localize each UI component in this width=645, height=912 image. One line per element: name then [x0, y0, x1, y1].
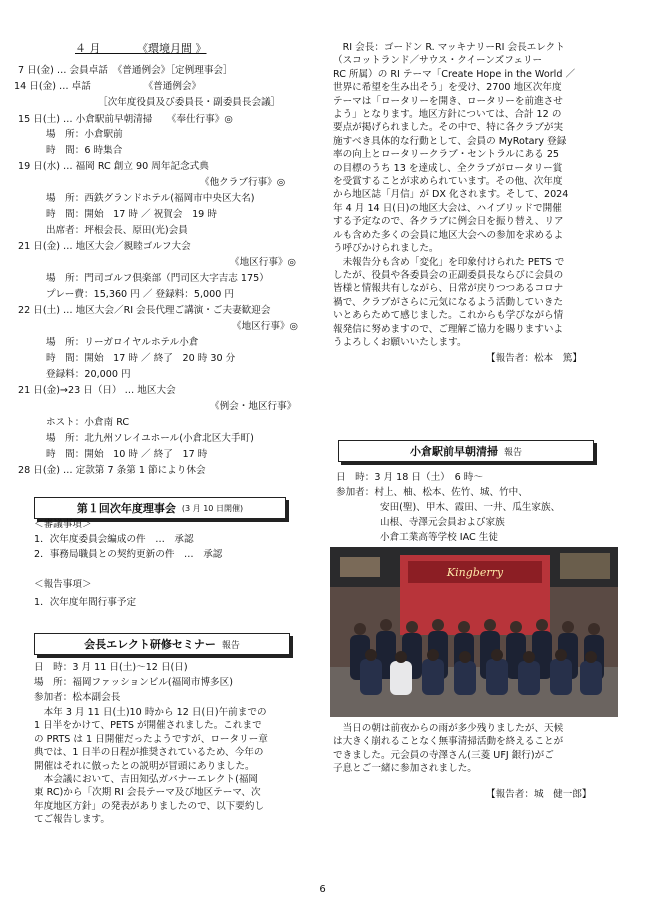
- board-meeting-heading: [34, 497, 286, 519]
- cleanup-attendees-cont: 山根、寺澤元会員および家族: [380, 517, 505, 528]
- cleanup-attendees: 参加者：村上、柚、松本、佐竹、城、竹中、: [336, 487, 528, 498]
- paragraph-line: は大きく崩れることなく無事清掃活動を終えることが: [333, 736, 564, 748]
- schedule-line: プレー費：15,360 円 ／ 登録料：5,000 円: [46, 289, 234, 300]
- paragraph-line: 当日の朝は前夜からの雨が多少残りましたが、天候: [333, 723, 564, 734]
- seminar-place: 場 所：福岡ファッションビル(福岡市博多区): [34, 677, 233, 688]
- schedule-line: 21 日(金)→23 日（日） … 地区大会: [18, 385, 176, 396]
- paragraph-line: （スコットランド／サウス・クイーンズフェリー: [333, 55, 543, 67]
- schedule-line: 21 日(金) … 地区大会／親睦ゴルフ大会: [18, 241, 191, 252]
- paragraph-line: う呼びかけられました。: [333, 243, 439, 255]
- paragraph-line: を受賞することが求められています。その他、次年度: [333, 176, 563, 188]
- schedule-line: 時 間：開始 10 時 ／ 終了 17 時: [46, 449, 208, 460]
- paragraph-line: の目標のうち 13 を達成し、全クラブがロータリー賞: [333, 162, 563, 174]
- paragraph-line: ルも含めた多くの会員に地区大会への参加を求めるよ: [333, 229, 564, 241]
- paragraph-line: 本会議において、吉田知弘ガバナーエレクト(福岡: [34, 774, 259, 786]
- cleanup-heading: [338, 440, 594, 462]
- paragraph-line: テーマは「ロータリーを開き、ロータリーを前進させ: [333, 95, 563, 107]
- board-date-note: (3 月 10 日開催): [181, 503, 244, 513]
- paragraph-line: RI 会長：ゴードン R. マッキナリーRI 会長エレクト: [333, 42, 565, 53]
- seminar-body-left: [34, 706, 314, 827]
- board-title: 第１回次年度理事会: [76, 502, 176, 515]
- seminar-date: 日 時：3 月 11 日(土)～12 日(日): [34, 662, 188, 673]
- schedule-line: 場 所：門司ゴルフ倶楽部（門司区大字吉志 175）: [46, 273, 269, 284]
- seminar-tag: 報告: [221, 640, 240, 651]
- schedule-line: 《地区行事》◎: [230, 257, 296, 268]
- group-photo: [330, 547, 618, 717]
- paragraph-line: の PRTS は 1 日開催だったようですが、ロータリー章: [34, 733, 268, 745]
- cleanup-body: [333, 722, 618, 776]
- schedule-line: 《他クラブ行事》◎: [200, 177, 286, 188]
- schedule-line: 19 日(水) … 福岡 RC 創立 90 周年記念式典: [18, 161, 209, 172]
- schedule-line: 時 間：6 時集合: [46, 145, 123, 156]
- schedule-line: 場 所：リーガロイヤルホテル小倉: [46, 337, 199, 348]
- paragraph-line: 要点が掲げられました。その中で、特に各クラブが実: [333, 122, 564, 134]
- report-item: 1．次年度年間行事予定: [34, 597, 137, 608]
- schedule-line: 時 間：開始 17 時 ／ 終了 20 時 30 分: [46, 353, 236, 364]
- cleanup-date: 日 時：3 月 18 日（土） 6 時～: [336, 472, 483, 483]
- schedule-line: 場 所：西鉄グランドホテル(福岡市中央区大名): [46, 193, 255, 204]
- paragraph-line: 年 4 月 14 日(日)の地区大会は、ハイブリッドで開催: [333, 202, 562, 214]
- cleanup-attendees-cont: 小倉工業高等学校 IAC 生徒: [380, 532, 498, 543]
- paragraph-line: 報発信に努めますので、ご理解ご協力を賜りますいよ: [333, 323, 564, 335]
- schedule-line: 出席者：坪根会長、原田(光)会員: [46, 225, 188, 236]
- paragraph-line: 皆様と情報共有しながら、日常が戻りつつあるコロナ: [333, 283, 564, 295]
- paragraph-line: 開催はそれに倣ったとの説明が冒頭にありました。: [34, 760, 255, 772]
- paragraph-line: 禍で、クラブがさらに元気になるよう活動していきた: [333, 296, 564, 308]
- seminar-title: 会長エレクト研修セミナー: [84, 638, 216, 651]
- paragraph-line: てご報告します。: [34, 814, 110, 826]
- page-number: 6: [319, 884, 326, 895]
- paragraph-line: できました。元会員の寺澤さん(三菱 UFJ 銀行)がご: [333, 749, 554, 761]
- paragraph-line: から地区誌「月信」が DX 化されます。そして、2024: [333, 189, 569, 201]
- schedule-line: 15 日(土) … 小倉駅前早朝清掃 《奉仕行事》◎: [18, 114, 233, 125]
- seminar-body-right: [333, 41, 618, 349]
- paragraph-line: 典では、1 日半の日程が推奨されているため、今年の: [34, 747, 264, 759]
- photo-sign-text: Kingberry: [446, 566, 504, 579]
- paragraph-line: RC 所属）の RI テーマ「Create Hope in the World ／: [333, 68, 576, 80]
- paragraph-line: いとあらためて感じました。これからも学びながら情: [333, 310, 564, 322]
- paragraph-line: 1 日半をかけて、PETS が開催されました。これまで: [34, 720, 262, 732]
- schedule-line: ［次年度役員及び委員長・副委員長会議］: [98, 97, 281, 108]
- agenda-header: ＜審議事項＞: [34, 519, 92, 530]
- paragraph-line: する予定なので、各クラブに例会日を振り替え、リア: [333, 216, 564, 228]
- paragraph-line: 本年 3 月 11 日(土)10 時から 12 日(日)午前までの: [34, 707, 267, 718]
- seminar-heading: [34, 633, 290, 655]
- schedule-line: 22 日(土) … 地区大会／RI 会長代理ご講演・ご夫妻歓迎会: [18, 305, 271, 316]
- agenda-item: 1．次年度委員会編成の件 … 承認: [34, 534, 194, 545]
- schedule-line: 《例会・地区行事》: [210, 401, 297, 412]
- paragraph-line: したが、役員や各委員会の正副委員長ならびに会員の: [333, 269, 564, 281]
- cleanup-reporter: 【報告者：城 健一郎】: [486, 789, 592, 800]
- paragraph-line: 未報告分も含め「変化」を印象付けられた PETS で: [333, 256, 565, 268]
- paragraph-line: 施すべき具体的な行動として、会員の MyRotary 登録: [333, 135, 567, 147]
- paragraph-line: 世界に希望を生み出そう」を受け、2700 地区次年度: [333, 82, 562, 94]
- cleanup-title: 小倉駅前早朝清掃: [409, 445, 498, 458]
- report-header: ＜報告事項＞: [34, 579, 92, 590]
- schedule-line: 7 日(金) … 会員卓話 《普通例会》［定例理事会］: [18, 65, 233, 76]
- paragraph-line: 東 RC)から「次期 RI 会長テーマ及び地区テーマ、次: [34, 787, 261, 799]
- schedule-line: ホスト：小倉南 RC: [46, 417, 130, 428]
- schedule-line: 時 間：開始 17 時 ／ 祝賀会 19 時: [46, 209, 217, 220]
- cleanup-tag: 報告: [503, 447, 522, 458]
- cleanup-attendees-cont: 安田(聖)、甲木、霞田、一井、瓜生家族、: [380, 502, 561, 513]
- schedule-line: 28 日(金) … 定款第 7 条第 1 節により休会: [18, 465, 206, 476]
- paragraph-line: 率の向上とロータリークラブ・セントラルにある 25: [333, 149, 560, 161]
- schedule-line: 場 所：小倉駅前: [46, 129, 123, 140]
- month-header: ４ 月 《環境月間 》: [75, 42, 207, 55]
- paragraph-line: 子息とご一緒に参加されました。: [333, 763, 477, 775]
- seminar-reporter: 【報告者：松本 篤】: [486, 353, 582, 364]
- paragraph-line: 年度地区方針」の発表がありましたので、以下要約し: [34, 800, 265, 812]
- seminar-attendee: 参加者：松本副会長: [34, 692, 121, 703]
- schedule-line: 場 所：北九州ソレイユホール(小倉北区大手町): [46, 433, 254, 444]
- schedule-line: 14 日(金) … 卓話 《普通例会》: [14, 81, 202, 92]
- schedule-line: 《地区行事》◎: [232, 321, 298, 332]
- agenda-item: 2．事務局職員との契約更新の件 … 承認: [34, 549, 223, 560]
- paragraph-line: うよろしくお願いいたします。: [333, 336, 467, 348]
- schedule-line: 登録料：20,000 円: [46, 369, 131, 380]
- paragraph-line: よう」となります。地区方針については、合計 12 の: [333, 109, 562, 121]
